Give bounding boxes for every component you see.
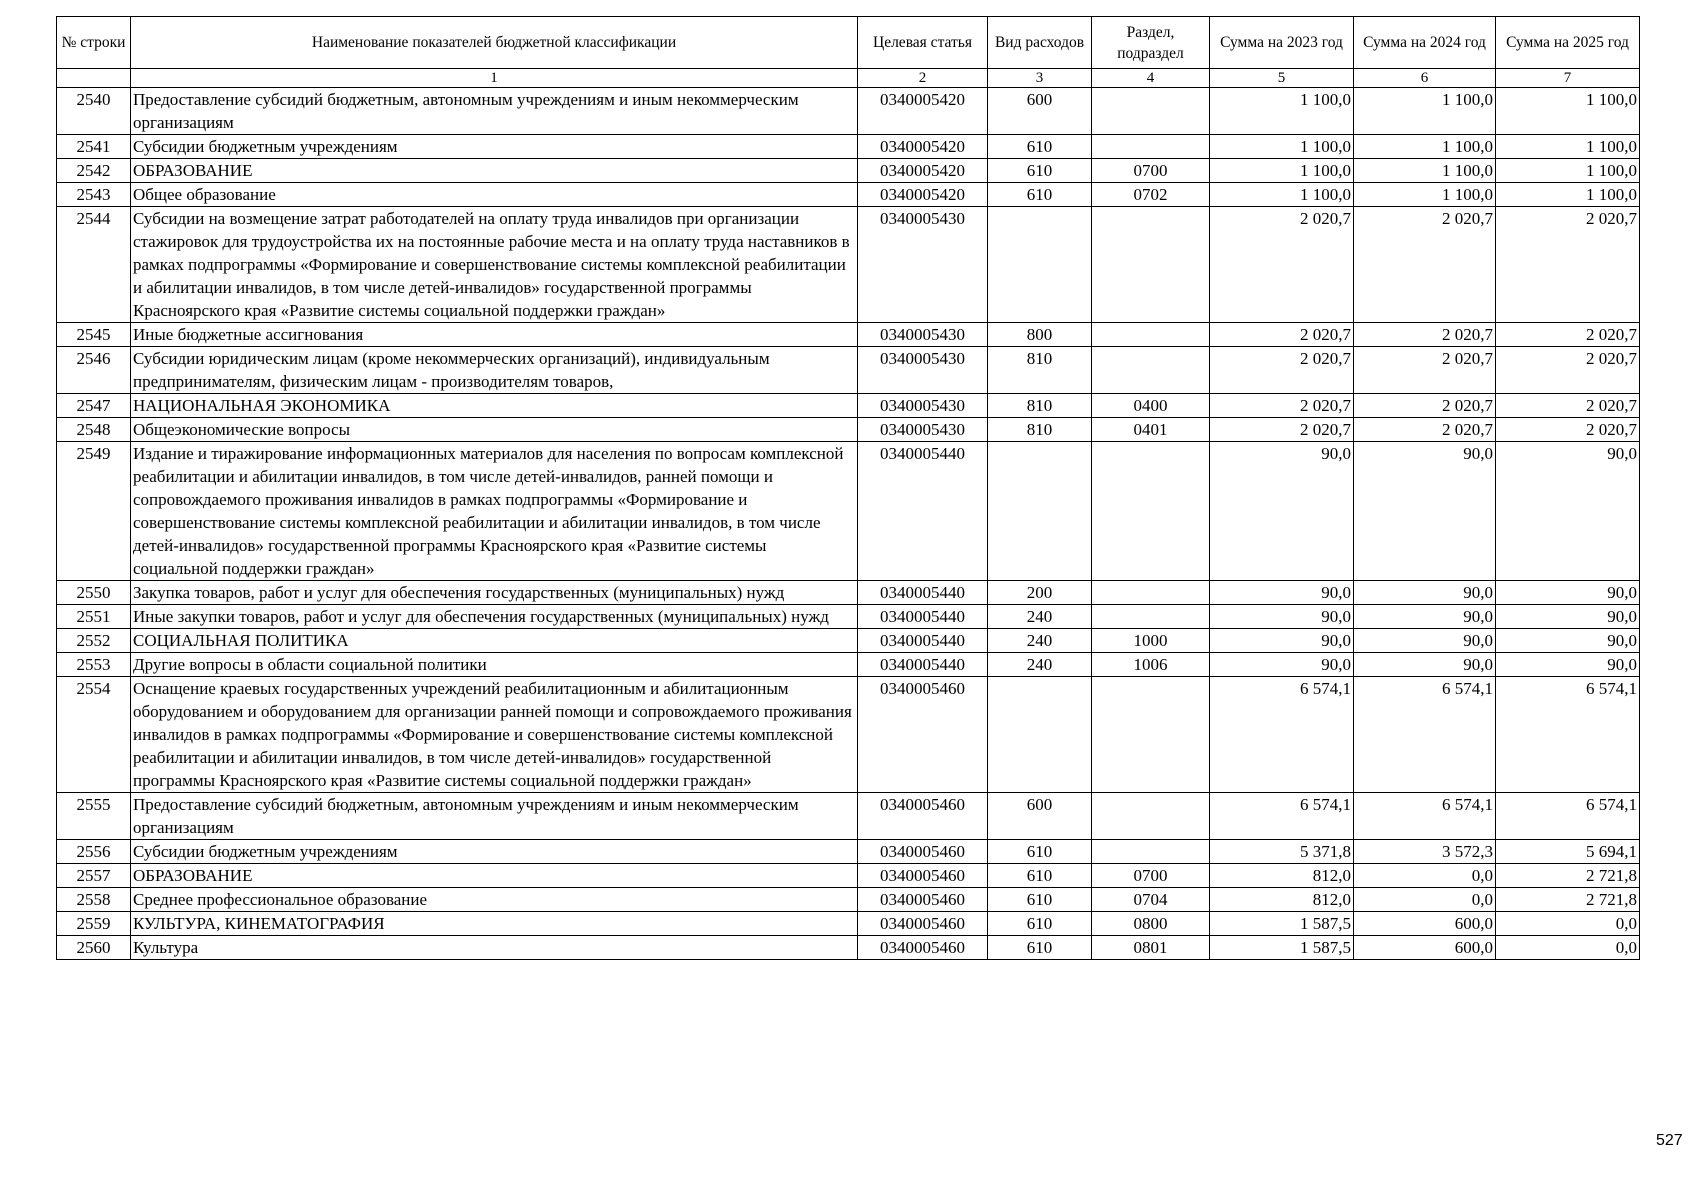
row-number-cell: 2540: [57, 88, 131, 135]
section-cell: 0700: [1092, 159, 1210, 183]
expense-type-cell: 810: [988, 394, 1092, 418]
target-article-cell: 0340005460: [858, 936, 988, 960]
row-number-cell: 2541: [57, 135, 131, 159]
sum-2024-cell: 1 100,0: [1354, 135, 1496, 159]
sum-2023-cell: 90,0: [1210, 653, 1354, 677]
expense-type-cell: 240: [988, 653, 1092, 677]
sum-2024-cell: 600,0: [1354, 912, 1496, 936]
table-row: [57, 888, 1640, 912]
target-article-cell: 0340005420: [858, 159, 988, 183]
sum-2023-cell: 2 020,7: [1210, 394, 1354, 418]
section-cell: [1092, 347, 1210, 394]
row-number-cell: 2559: [57, 912, 131, 936]
expense-type-cell: 610: [988, 912, 1092, 936]
target-article-cell: 0340005460: [858, 793, 988, 840]
budget-table: [56, 16, 1640, 960]
target-article-cell: 0340005440: [858, 581, 988, 605]
header-sum-2025: Сумма на 2025 год: [1496, 17, 1640, 69]
sum-2025-cell: 2 020,7: [1496, 418, 1640, 442]
row-number-cell: 2554: [57, 677, 131, 793]
row-name-cell: ОБРАЗОВАНИЕ: [131, 864, 858, 888]
sum-2023-cell: 90,0: [1210, 581, 1354, 605]
row-name-cell: Закупка товаров, работ и услуг для обеспечения государственных (муниципальных) нужд: [131, 581, 858, 605]
row-number-cell: 2542: [57, 159, 131, 183]
table-row: [57, 653, 1640, 677]
sum-2025-cell: 2 721,8: [1496, 864, 1640, 888]
row-name-cell: Издание и тиражирование информационных материалов для населения по вопросам комплексной реабилитации и абилитации инвалидов, в том числе детей-инвалидов, ранней помощи и сопровождаемого проживания инвалидов в рамках подпрограммы «Формирование и совершенствование системы комплексной реабилитации и абилитации инвалидов, в том числе детей-инвалидов» государственной программы Красноярского края «Развитие системы социальной поддержки граждан»: [131, 442, 858, 581]
section-cell: [1092, 323, 1210, 347]
header-target: Целевая статья: [858, 17, 988, 69]
sum-2023-cell: 90,0: [1210, 442, 1354, 581]
sum-2025-cell: 2 020,7: [1496, 394, 1640, 418]
sum-2023-cell: 90,0: [1210, 605, 1354, 629]
expense-type-cell: 600: [988, 88, 1092, 135]
sum-2024-cell: 0,0: [1354, 888, 1496, 912]
table-row: [57, 677, 1640, 793]
row-number-cell: 2545: [57, 323, 131, 347]
sum-2024-cell: 2 020,7: [1354, 394, 1496, 418]
section-cell: [1092, 581, 1210, 605]
section-cell: 0801: [1092, 936, 1210, 960]
table-row: [57, 864, 1640, 888]
header-sum-2024: Сумма на 2024 год: [1354, 17, 1496, 69]
sum-2023-cell: 1 100,0: [1210, 159, 1354, 183]
row-number-cell: 2558: [57, 888, 131, 912]
section-cell: [1092, 677, 1210, 793]
table-row: [57, 840, 1640, 864]
row-number-cell: 2553: [57, 653, 131, 677]
row-name-cell: Общее образование: [131, 183, 858, 207]
sum-2023-cell: 1 100,0: [1210, 88, 1354, 135]
row-name-cell: КУЛЬТУРА, КИНЕМАТОГРАФИЯ: [131, 912, 858, 936]
sum-2024-cell: 2 020,7: [1354, 347, 1496, 394]
sum-2024-cell: 90,0: [1354, 605, 1496, 629]
row-number-cell: 2560: [57, 936, 131, 960]
sum-2025-cell: 2 020,7: [1496, 323, 1640, 347]
header-row-no: № строки: [57, 17, 131, 69]
header-name: Наименование показателей бюджетной классификации: [131, 17, 858, 69]
row-name-cell: СОЦИАЛЬНАЯ ПОЛИТИКА: [131, 629, 858, 653]
sum-2023-cell: 2 020,7: [1210, 418, 1354, 442]
table-body: [57, 88, 1640, 960]
table-row: [57, 442, 1640, 581]
section-cell: [1092, 442, 1210, 581]
target-article-cell: 0340005440: [858, 653, 988, 677]
expense-type-cell: 610: [988, 135, 1092, 159]
expense-type-cell: 810: [988, 347, 1092, 394]
expense-type-cell: 240: [988, 629, 1092, 653]
sum-2023-cell: 5 371,8: [1210, 840, 1354, 864]
row-number-cell: 2550: [57, 581, 131, 605]
column-number: 3: [988, 69, 1092, 88]
row-number-cell: 2557: [57, 864, 131, 888]
row-number-cell: 2543: [57, 183, 131, 207]
sum-2025-cell: 0,0: [1496, 936, 1640, 960]
section-cell: [1092, 88, 1210, 135]
table-row: [57, 88, 1640, 135]
expense-type-cell: 610: [988, 888, 1092, 912]
expense-type-cell: [988, 677, 1092, 793]
header-row: [57, 17, 1640, 69]
header-sum-2023: Сумма на 2023 год: [1210, 17, 1354, 69]
section-cell: [1092, 840, 1210, 864]
row-number-cell: 2555: [57, 793, 131, 840]
target-article-cell: 0340005430: [858, 323, 988, 347]
header-expense-type: Вид расходов: [988, 17, 1092, 69]
sum-2024-cell: 6 574,1: [1354, 793, 1496, 840]
sum-2025-cell: 2 721,8: [1496, 888, 1640, 912]
target-article-cell: 0340005440: [858, 605, 988, 629]
sum-2025-cell: 1 100,0: [1496, 183, 1640, 207]
column-number-row: [57, 69, 1640, 88]
row-name-cell: НАЦИОНАЛЬНАЯ ЭКОНОМИКА: [131, 394, 858, 418]
sum-2025-cell: 90,0: [1496, 581, 1640, 605]
sum-2024-cell: 90,0: [1354, 442, 1496, 581]
expense-type-cell: 610: [988, 936, 1092, 960]
sum-2025-cell: 5 694,1: [1496, 840, 1640, 864]
section-cell: 0700: [1092, 864, 1210, 888]
sum-2025-cell: 90,0: [1496, 605, 1640, 629]
table-row: [57, 418, 1640, 442]
table-row: [57, 323, 1640, 347]
sum-2025-cell: 6 574,1: [1496, 793, 1640, 840]
target-article-cell: 0340005460: [858, 864, 988, 888]
row-number-cell: 2547: [57, 394, 131, 418]
page-number: 527: [1656, 1132, 1683, 1149]
section-cell: 0800: [1092, 912, 1210, 936]
row-name-cell: Субсидии юридическим лицам (кроме некоммерческих организаций), индивидуальным предпринимателям, физическим лицам - производителям товаров,: [131, 347, 858, 394]
row-number-cell: 2546: [57, 347, 131, 394]
row-name-cell: Предоставление субсидий бюджетным, автономным учреждениям и иным некоммерческим организациям: [131, 793, 858, 840]
section-cell: 0401: [1092, 418, 1210, 442]
table-row: [57, 347, 1640, 394]
row-name-cell: ОБРАЗОВАНИЕ: [131, 159, 858, 183]
row-number-cell: 2548: [57, 418, 131, 442]
expense-type-cell: 610: [988, 159, 1092, 183]
column-number: [57, 69, 131, 88]
sum-2023-cell: 1 587,5: [1210, 936, 1354, 960]
sum-2025-cell: 90,0: [1496, 653, 1640, 677]
sum-2024-cell: 2 020,7: [1354, 207, 1496, 323]
row-name-cell: Среднее профессиональное образование: [131, 888, 858, 912]
sum-2025-cell: 1 100,0: [1496, 88, 1640, 135]
row-name-cell: Субсидии бюджетным учреждениям: [131, 840, 858, 864]
sum-2024-cell: 2 020,7: [1354, 418, 1496, 442]
target-article-cell: 0340005430: [858, 418, 988, 442]
sum-2023-cell: 6 574,1: [1210, 793, 1354, 840]
sum-2024-cell: 1 100,0: [1354, 88, 1496, 135]
section-cell: [1092, 207, 1210, 323]
table-row: [57, 793, 1640, 840]
section-cell: [1092, 793, 1210, 840]
column-number: 4: [1092, 69, 1210, 88]
sum-2025-cell: 1 100,0: [1496, 159, 1640, 183]
target-article-cell: 0340005460: [858, 888, 988, 912]
column-number: 6: [1354, 69, 1496, 88]
sum-2025-cell: 90,0: [1496, 442, 1640, 581]
row-name-cell: Оснащение краевых государственных учреждений реабилитационным и абилитационным оборудованием и оборудованием для организации ранней помощи и сопровождаемого проживания инвалидов в рамках подпрограммы «Формирование и совершенствование системы комплексной реабилитации и абилитации инвалидов, в том числе детей-инвалидов» государственной программы Красноярского края «Развитие системы социальной поддержки граждан»: [131, 677, 858, 793]
sum-2024-cell: 90,0: [1354, 653, 1496, 677]
table-row: [57, 135, 1640, 159]
target-article-cell: 0340005460: [858, 840, 988, 864]
row-name-cell: Иные закупки товаров, работ и услуг для обеспечения государственных (муниципальных) нужд: [131, 605, 858, 629]
sum-2025-cell: 0,0: [1496, 912, 1640, 936]
expense-type-cell: 610: [988, 864, 1092, 888]
target-article-cell: 0340005460: [858, 912, 988, 936]
expense-type-cell: [988, 207, 1092, 323]
column-number: 1: [131, 69, 858, 88]
row-number-cell: 2549: [57, 442, 131, 581]
target-article-cell: 0340005420: [858, 88, 988, 135]
table-row: [57, 207, 1640, 323]
expense-type-cell: [988, 442, 1092, 581]
sum-2023-cell: 90,0: [1210, 629, 1354, 653]
sum-2024-cell: 1 100,0: [1354, 183, 1496, 207]
expense-type-cell: 240: [988, 605, 1092, 629]
sum-2024-cell: 1 100,0: [1354, 159, 1496, 183]
header-section: Раздел, подраздел: [1092, 17, 1210, 69]
sum-2025-cell: 2 020,7: [1496, 207, 1640, 323]
expense-type-cell: 200: [988, 581, 1092, 605]
sum-2025-cell: 2 020,7: [1496, 347, 1640, 394]
expense-type-cell: 610: [988, 840, 1092, 864]
table-row: [57, 183, 1640, 207]
sum-2024-cell: 6 574,1: [1354, 677, 1496, 793]
sum-2025-cell: 90,0: [1496, 629, 1640, 653]
target-article-cell: 0340005440: [858, 629, 988, 653]
target-article-cell: 0340005430: [858, 394, 988, 418]
sum-2023-cell: 2 020,7: [1210, 323, 1354, 347]
row-name-cell: Общеэкономические вопросы: [131, 418, 858, 442]
column-number: 2: [858, 69, 988, 88]
target-article-cell: 0340005430: [858, 207, 988, 323]
column-number: 7: [1496, 69, 1640, 88]
target-article-cell: 0340005420: [858, 135, 988, 159]
sum-2024-cell: 600,0: [1354, 936, 1496, 960]
sum-2023-cell: 812,0: [1210, 888, 1354, 912]
sum-2023-cell: 2 020,7: [1210, 207, 1354, 323]
expense-type-cell: 810: [988, 418, 1092, 442]
row-name-cell: Культура: [131, 936, 858, 960]
section-cell: 0702: [1092, 183, 1210, 207]
column-number: 5: [1210, 69, 1354, 88]
table-row: [57, 159, 1640, 183]
section-cell: 1000: [1092, 629, 1210, 653]
sum-2025-cell: 1 100,0: [1496, 135, 1640, 159]
row-name-cell: Субсидии бюджетным учреждениям: [131, 135, 858, 159]
expense-type-cell: 800: [988, 323, 1092, 347]
table-row: [57, 629, 1640, 653]
sum-2024-cell: 3 572,3: [1354, 840, 1496, 864]
row-name-cell: Другие вопросы в области социальной политики: [131, 653, 858, 677]
section-cell: [1092, 135, 1210, 159]
sum-2024-cell: 90,0: [1354, 581, 1496, 605]
row-number-cell: 2552: [57, 629, 131, 653]
sum-2023-cell: 1 100,0: [1210, 135, 1354, 159]
table-row: [57, 912, 1640, 936]
row-name-cell: Предоставление субсидий бюджетным, автономным учреждениям и иным некоммерческим организациям: [131, 88, 858, 135]
row-name-cell: Субсидии на возмещение затрат работодателей на оплату труда инвалидов при организации стажировок для трудоустройства их на постоянные рабочие места и на оплату труда наставников в рамках подпрограммы «Формирование и совершенствование системы комплексной реабилитации и абилитации инвалидов, в том числе детей-инвалидов» государственной программы Красноярского края «Развитие системы социальной поддержки граждан»: [131, 207, 858, 323]
target-article-cell: 0340005420: [858, 183, 988, 207]
row-name-cell: Иные бюджетные ассигнования: [131, 323, 858, 347]
sum-2023-cell: 6 574,1: [1210, 677, 1354, 793]
section-cell: 0704: [1092, 888, 1210, 912]
row-number-cell: 2551: [57, 605, 131, 629]
expense-type-cell: 600: [988, 793, 1092, 840]
target-article-cell: 0340005460: [858, 677, 988, 793]
table-row: [57, 394, 1640, 418]
expense-type-cell: 610: [988, 183, 1092, 207]
sum-2023-cell: 812,0: [1210, 864, 1354, 888]
sum-2023-cell: 1 587,5: [1210, 912, 1354, 936]
target-article-cell: 0340005430: [858, 347, 988, 394]
section-cell: [1092, 605, 1210, 629]
row-number-cell: 2544: [57, 207, 131, 323]
sum-2024-cell: 90,0: [1354, 629, 1496, 653]
table-row: [57, 936, 1640, 960]
section-cell: 1006: [1092, 653, 1210, 677]
table-row: [57, 581, 1640, 605]
table-row: [57, 605, 1640, 629]
sum-2025-cell: 6 574,1: [1496, 677, 1640, 793]
sum-2024-cell: 0,0: [1354, 864, 1496, 888]
target-article-cell: 0340005440: [858, 442, 988, 581]
sum-2023-cell: 1 100,0: [1210, 183, 1354, 207]
sum-2024-cell: 2 020,7: [1354, 323, 1496, 347]
sum-2023-cell: 2 020,7: [1210, 347, 1354, 394]
row-number-cell: 2556: [57, 840, 131, 864]
section-cell: 0400: [1092, 394, 1210, 418]
